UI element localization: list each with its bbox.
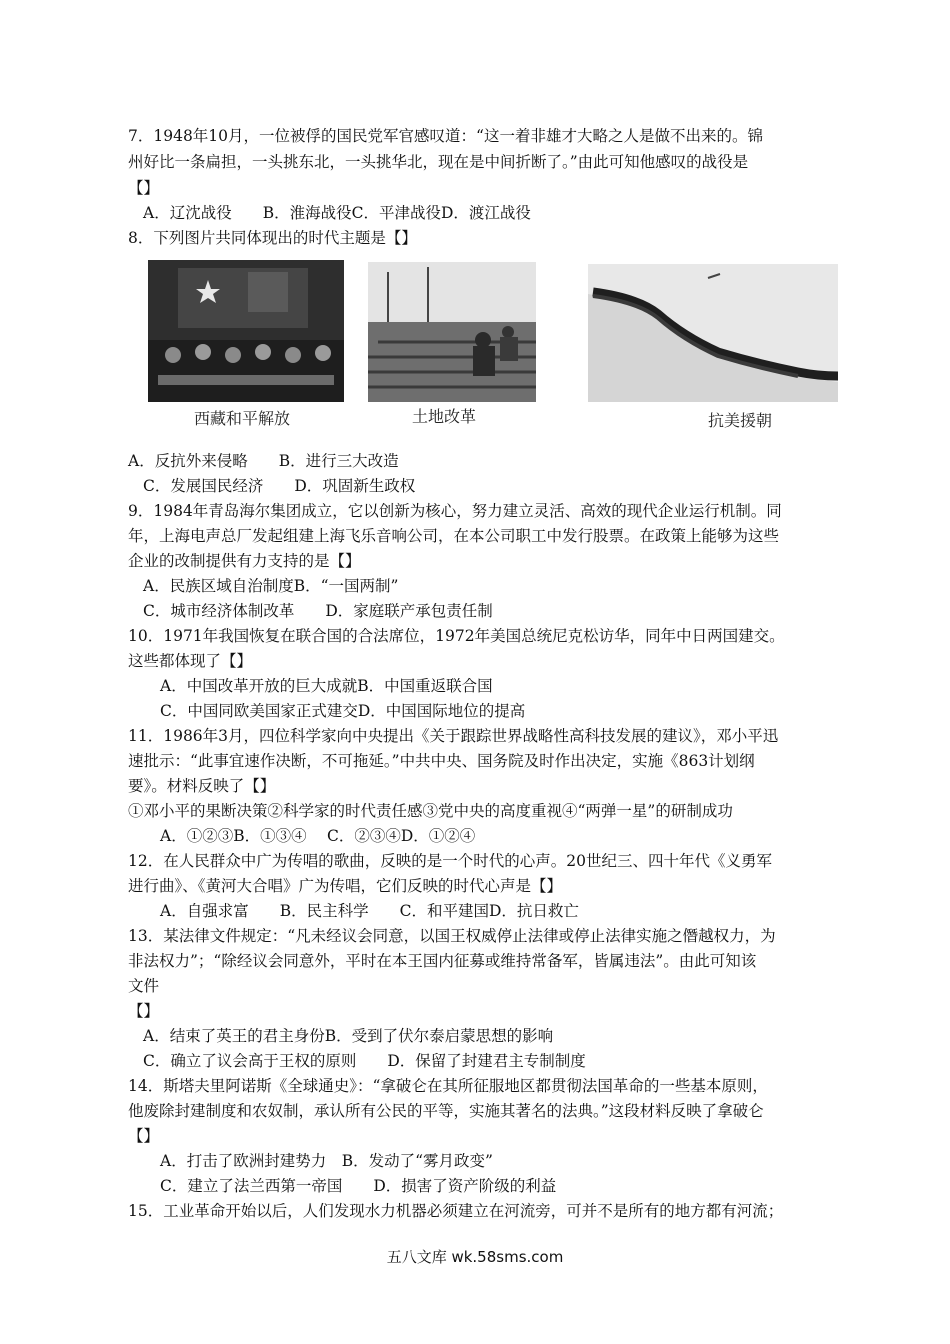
q12-line-2: 进行曲》、《黄河大合唱》广为传唱，它们反映的时代心声是【】: [128, 877, 563, 895]
q13-line-4: 【】: [128, 1002, 160, 1020]
q12-line-1: 12．在人民群众中广为传唱的歌曲，反映的是一个时代的心声。20世纪三、四十年代《义勇军: [128, 852, 772, 870]
q7-options: A．辽沈战役 B．淮海战役C．平津战役D．渡江战役: [143, 204, 531, 222]
page-footer: 五八文库 wk.58sms.com: [386, 1248, 564, 1266]
q9-line-2: 年，上海电声总厂发起组建上海飞乐音响公司，在本公司职工中发行股票。在政策上能够为这些: [128, 527, 780, 545]
q8-stem: 8．下列图片共同体现出的时代主题是【】: [128, 229, 417, 247]
q10-line-1: 10．1971年我国恢复在联合国的合法席位，1972年美国总统尼克松访华，同年中日两国建交。: [128, 627, 785, 645]
q7-line-1: 7．1948年10月，一位被俘的国民党军官感叹道：“这一着非雄才大略之人是做不出来的。锦: [128, 127, 763, 145]
q15-line-1: 15．工业革命开始以后，人们发现水力机器必须建立在河流旁，可并不是所有的地方都有河流；: [128, 1202, 784, 1220]
q11-line-3: 要》。材料反映了【】: [128, 777, 276, 795]
tibet-liberation-photo: [148, 260, 344, 402]
q13-options-1: A．结束了英王的君主身份B．受到了伏尔泰启蒙思想的影响: [143, 1027, 554, 1045]
q8-photo-strip: [148, 258, 848, 438]
q9-line-3: 企业的改制提供有力支持的是【】: [128, 552, 361, 570]
korea-war-photo: [588, 264, 838, 402]
q13-line-3: 文件: [128, 977, 160, 995]
q9-line-1: 9．1984年青岛海尔集团成立，它以创新为核心，努力建立灵活、高效的现代企业运行机制。同: [128, 502, 782, 520]
q11-line-1: 11．1986年3月，四位科学家向中央提出《关于跟踪世界战略性高科技发展的建议》，邓小平迅: [128, 727, 779, 745]
q14-line-2: 他废除封建制度和农奴制，承认所有公民的平等，实施其著名的法典。”这段材料反映了拿破仑: [128, 1102, 764, 1120]
q12-options: A．自强求富 B．民主科学 C．和平建国D．抗日救亡: [160, 902, 579, 920]
q10-options-2: C．中国同欧美国家正式建交D．中国国际地位的提高: [160, 702, 526, 720]
q11-line-2: 速批示：“此事宜速作决断，不可拖延。”中共中央、国务院及时作出决定，实施《863计划纲: [128, 752, 755, 770]
q9-options-2: C．城市经济体制改革 D．家庭联产承包责任制: [143, 602, 493, 620]
q10-options-1: A．中国改革开放的巨大成就B．中国重返联合国: [160, 677, 493, 695]
land-reform-photo: [368, 262, 536, 402]
q7-line-2: 州好比一条扁担，一头挑东北，一头挑华北，现在是中间折断了。”由此可知他感叹的战役是: [128, 153, 749, 171]
q14-options-1: A．打击了欧洲封建势力 B．发动了“雾月政变”: [160, 1152, 493, 1170]
q13-options-2: C．确立了议会高于王权的原则 D．保留了封建君主专制制度: [143, 1052, 586, 1070]
q8-options-2: C．发展国民经济 D．巩固新生政权: [143, 477, 416, 495]
caption-land-reform: 土地改革: [412, 407, 477, 426]
tibet-photo-image: [148, 260, 344, 402]
caption-tibet: 西藏和平解放: [194, 409, 291, 428]
q13-line-1: 13．某法律文件规定：“凡未经议会同意，以国王权威停止法律或停止法律实施之僭越权力，为: [128, 927, 776, 945]
q10-line-2: 这些都体现了【】: [128, 652, 253, 670]
q8-options-1: A．反抗外来侵略 B．进行三大改造: [128, 452, 399, 470]
caption-korea: 抗美援朝: [708, 411, 773, 430]
q11-options: A．①②③B．①③④ C．②③④D．①②④: [160, 827, 476, 845]
land-reform-image: [368, 262, 536, 402]
q14-line-1: 14．斯塔夫里阿诺斯《全球通史》：“拿破仑在其所征服地区都贯彻法国革命的一些基本原则，: [128, 1077, 768, 1095]
q14-line-3: 【】: [128, 1127, 160, 1145]
q14-options-2: C．建立了法兰西第一帝国 D．损害了资产阶级的利益: [160, 1177, 557, 1195]
q9-options-1: A．民族区域自治制度B．“一国两制”: [143, 577, 399, 595]
q11-line-4: ①邓小平的果断决策②科学家的时代责任感③党中央的高度重视④“两弹一星”的研制成功: [128, 802, 733, 820]
q13-line-2: 非法权力”；“除经议会同意外，平时在本王国内征募或维持常备军，皆属违法”。由此可知该: [128, 952, 757, 970]
korea-war-image: [588, 264, 838, 402]
q7-line-3: 【】: [128, 179, 160, 197]
